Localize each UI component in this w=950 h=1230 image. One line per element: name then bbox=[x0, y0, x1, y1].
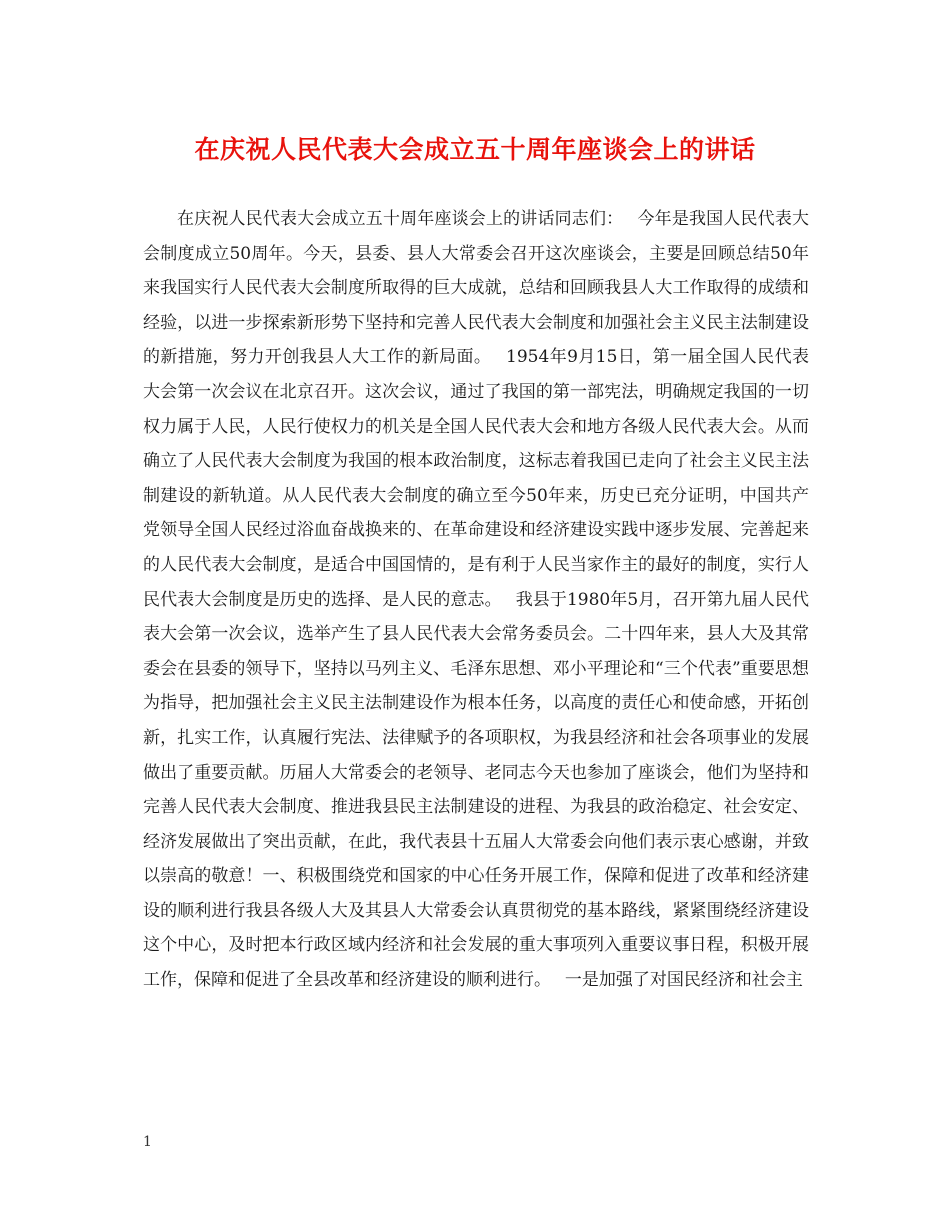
page-number: 1 bbox=[143, 1134, 152, 1150]
document-body: 在庆祝人民代表大会成立五十周年座谈会上的讲话同志们： 今年是我国人民代表大会制度成立50周年。今天，县委、县人大常委会召开这次座谈会，主要是回顾总结50年来我国实行人民代表大会制度所取得的巨大成就，总结和回顾我县人大工作取得的成绩和经验，以进一步探索新形势下坚持和完善人民代表大会制度和加强社会主义民主法制建设的新措施，努力开创我县人大工作的新局面。 1954年9月15日，第一届全国人民代表大会第一次会议在北京召开。这次会议，通过了我国的第一部宪法，明确规定我国的一切权力属于人民，人民行使权力的机关是全国人民代表大会和地方各级人民代表大会。从而确立了人民代表大会制度为我国的根本政治制度，这标志着我国已走向了社会主义民主法制建设的新轨道。从人民代表大会制度的确立至今50年来，历史已充分证明，中国共产党领导全国人民经过浴血奋战换来的、在革命建设和经济建设实践中逐步发展、完善起来的人民代表大会制度，是适合中国国情的，是有利于人民当家作主的最好的制度，实行人民代表大会制度是历史的选择、是人民的意志。 我县于1980年5月，召开第九届人民代表大会第一次会议，选举产生了县人民代表大会常务委员会。二十四年来，县人大及其常委会在县委的领导下，坚持以马列主义、毛泽东思想、邓小平理论和“三个代表”重要思想为指导，把加强社会主义民主法制建设作为根本任务，以高度的责任心和使命感，开拓创新，扎实工作，认真履行宪法、法律赋予的各项职权，为我县经济和社会各项事业的发展做出了重要贡献。历届人大常委会的老领导、老同志今天也参加了座谈会，他们为坚持和完善人民代表大会制度、推进我县民主法制建设的进程、为我县的政治稳定、社会安定、经济发展做出了突出贡献，在此，我代表县十五届人大常委会向他们表示衷心感谢，并致以崇高的敬意！一、积极围绕党和国家的中心任务开展工作，保障和促进了改革和经济建设的顺利进行我县各级人大及其县人大常委会认真贯彻党的基本路线，紧紧围绕经济建设这个中心，及时把本行政区域内经济和社会发展的重大事项列入重要议事日程，积极开展工作，保障和促进了全县改革和经济建设的顺利进行。 一是加强了对国民经济和社会主 bbox=[143, 209, 809, 991]
document-title: 在庆祝人民代表大会成立五十周年座谈会上的讲话 bbox=[194, 135, 756, 164]
